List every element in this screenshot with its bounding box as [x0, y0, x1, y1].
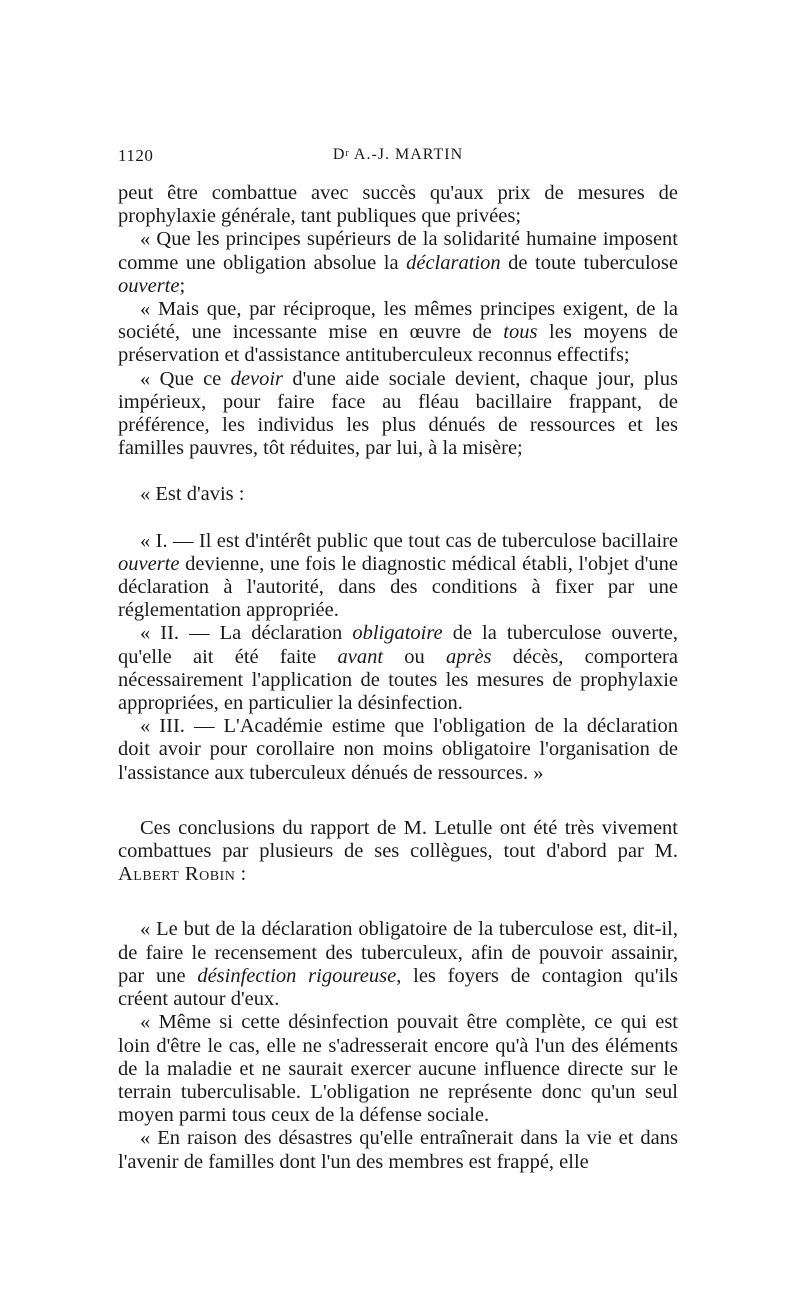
text-run: : — [235, 863, 247, 886]
paragraph — [118, 715, 678, 785]
emphasis: tous — [503, 321, 538, 344]
emphasis: déclaration — [406, 251, 501, 274]
paragraph — [118, 298, 678, 368]
text-run: de toute tuberculose — [500, 251, 678, 274]
paragraph — [118, 622, 678, 715]
text-run: de la tuberculose ouverte, qu'elle ait été faite — [118, 622, 678, 668]
paragraph — [118, 368, 678, 461]
text-run: « Même si cette désinfection pouvait être complète, ce qui est loin d'être le cas, elle ne s'adresserait encore qu'à l'un des éléments de la maladie et ne saurait exercer aucune influence directe sur le terrain tuberculisable. L'obligation ne représente donc qu'un seul moyen parmi tous ceux de la défense sociale. — [118, 1011, 678, 1127]
emphasis: ouverte — [118, 552, 180, 575]
text-run: « III. — L'Académie estime que l'obligation de la déclaration doit avoir pour corollaire non moins obligatoire l'organisation de l'assistance aux tuberculeux dénués de ressources. » — [118, 715, 678, 784]
emphasis: désinfection rigoureuse — [197, 964, 397, 987]
text-run: d'une aide sociale devient, chaque jour, plus impérieux, pour faire face au fléau bacillaire frappant, de préférence, les individus les plus dénués de ressources et les familles pauvres, tôt réduites, par lui, à la misère; — [118, 367, 678, 460]
running-head — [118, 146, 678, 164]
document-page — [118, 140, 678, 1174]
text-run: « II. — La déclaration — [140, 622, 353, 645]
author-name: A.-J. MARTIN — [349, 146, 464, 163]
paragraph — [118, 1011, 678, 1127]
text-run: , les foyers de contagion qu'ils créent autour d'eux. — [118, 964, 678, 1011]
paragraph — [118, 483, 678, 506]
text-run: « Est d'avis : — [140, 483, 245, 506]
text-run: « En raison des désastres qu'elle entraînerait dans la vie et dans l'avenir de familles dont l'un des membres est frappé, elle — [118, 1127, 678, 1173]
emphasis: avant — [337, 645, 384, 668]
text-run: « Que les principes supérieurs de la solidarité humaine imposent comme une obligation absolue la — [118, 228, 678, 274]
author-prefix: D — [332, 146, 346, 163]
text-run: « Que ce — [140, 367, 231, 390]
text-run: ou — [383, 645, 446, 668]
paragraph — [118, 228, 678, 298]
small-caps-name: Albert Robin — [118, 863, 236, 886]
emphasis: après — [445, 645, 492, 668]
text-run: devienne, une fois le diagnostic médical établi, l'objet d'une déclaration à l'autorité, dans des conditions à fixer par une réglementation appropriée. — [118, 552, 678, 622]
text-run: ; — [179, 274, 186, 297]
text-run: peut être combattue avec succès qu'aux prix de mesures de prophylaxie générale, tant publiques que privées; — [118, 182, 678, 228]
paragraph — [118, 918, 678, 1011]
text-run: « Mais que, par réciproque, les mêmes principes exigent, de la société, une incessante mise en œuvre de — [118, 298, 678, 344]
text-run: « Le but de la déclaration obligatoire de la tuberculose est, dit-il, de faire le recensement des tuberculeux, afin de pouvoir assainir, par une — [118, 918, 678, 987]
page-number: 1120 — [118, 146, 154, 165]
emphasis: devoir — [230, 367, 283, 390]
text-run: Ces conclusions du rapport de M. Letulle ont été très vivement combattues par plusieurs de ses collègues, tout d'abord par M. — [118, 816, 678, 863]
text-run: « I. — Il est d'intérêt public que tout cas de tuberculose bacillaire — [140, 529, 678, 552]
paragraph — [118, 1127, 678, 1173]
text-run: les moyens de préservation et d'assistance antituberculeux reconnus effectifs; — [118, 321, 678, 367]
text-run: décès, comportera nécessairement l'application de toutes les mesures de prophylaxie appropriées, en particulier la désinfection. — [118, 645, 678, 715]
body-text — [118, 182, 678, 1174]
emphasis: obligatoire — [352, 622, 443, 645]
paragraph — [118, 817, 678, 887]
author-prefix-sup: r — [345, 148, 350, 159]
paragraph — [118, 182, 678, 228]
paragraph — [118, 530, 678, 623]
emphasis: ouverte — [118, 274, 180, 297]
page-header — [118, 140, 678, 170]
